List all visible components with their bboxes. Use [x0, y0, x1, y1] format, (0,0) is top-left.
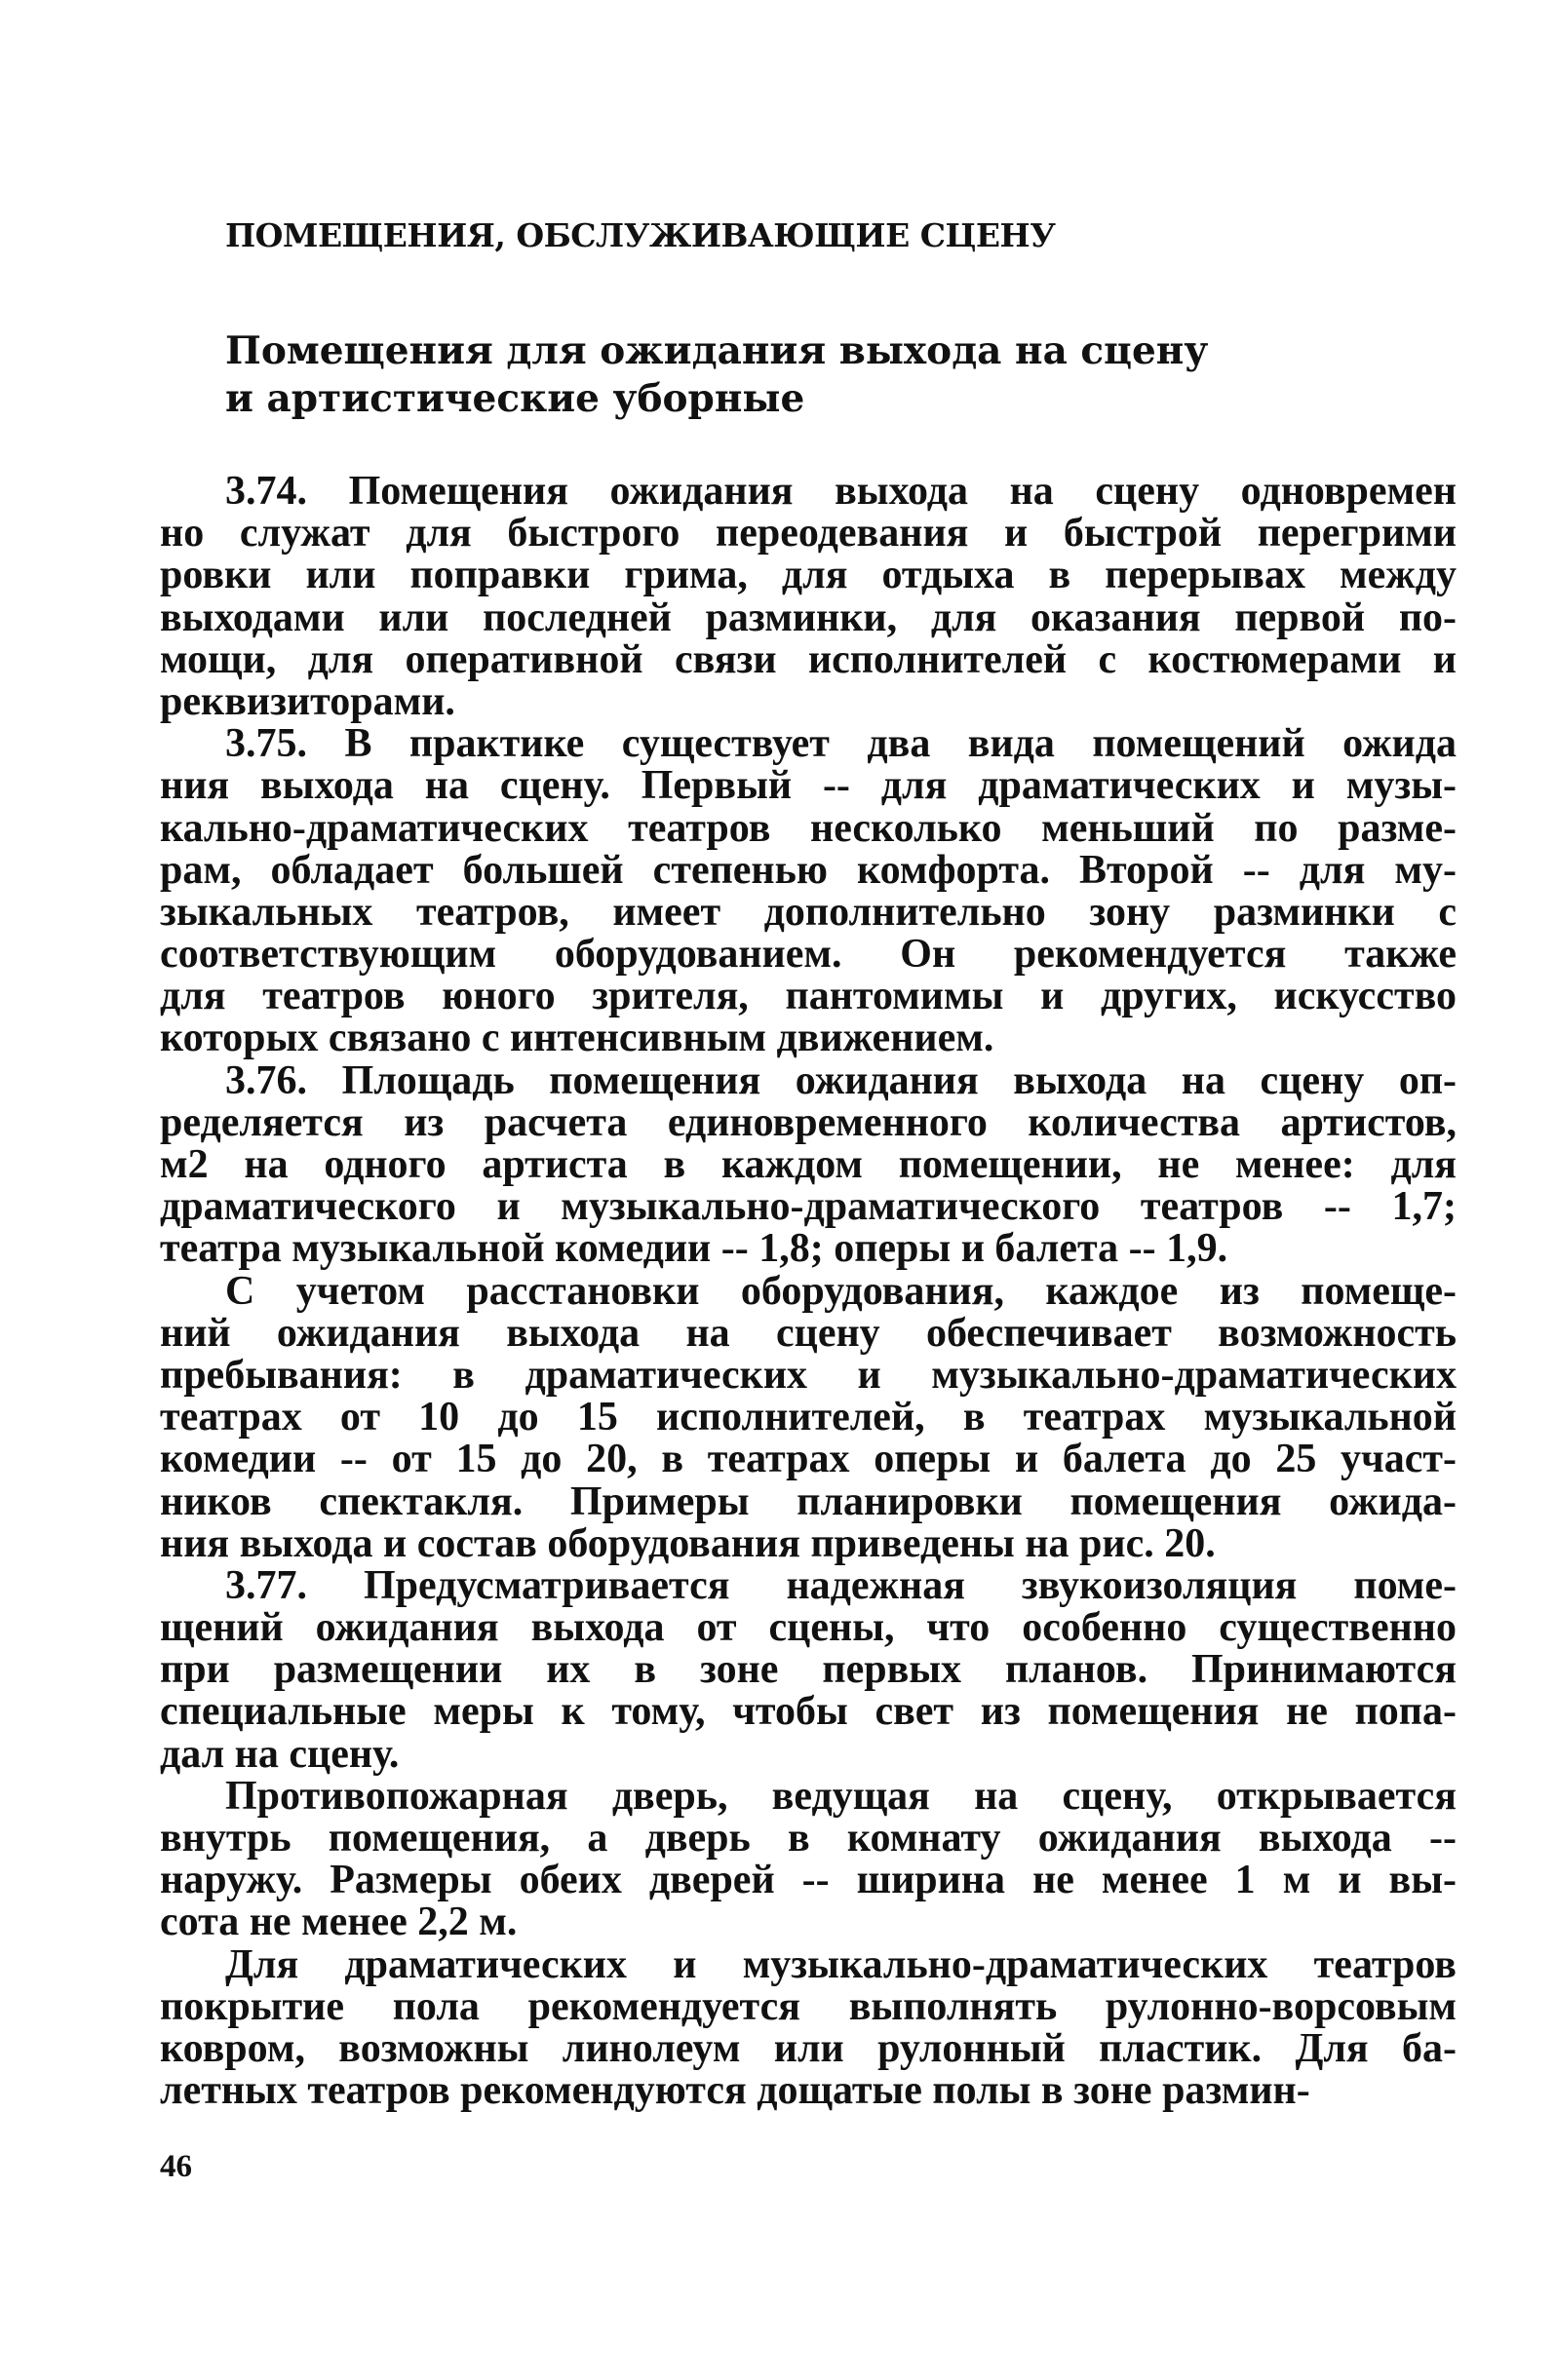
text-line: зыкальных театров, имеет дополнительно зону разминки с	[160, 889, 1457, 935]
text-line: ния выхода и состав оборудования приведены на рис. 20.	[160, 1520, 1216, 1566]
paragraph	[160, 1562, 1457, 1777]
text-line: покрытие пола рекомендуется выполнять рулонно-ворсовым	[160, 1983, 1457, 2029]
paragraph	[160, 1268, 1457, 1566]
text-line: пребывания: в драматических и музыкально-драматических	[160, 1352, 1457, 1398]
text-line: 3.76. Площадь помещения ожидания выхода на сцену оп-	[225, 1057, 1457, 1103]
text-line: сота не менее 2,2 м.	[160, 1900, 518, 1945]
text-line: комедии -- от 15 до 20, в театрах оперы и балета до 25 участ-	[160, 1437, 1457, 1482]
text-line: кально-драматических театров несколько меньший по разме-	[160, 805, 1457, 851]
text-line: которых связано с интенсивным движением.	[160, 1016, 994, 1061]
text-line: ределяется из расчета единовременного количества артистов,	[160, 1099, 1457, 1145]
paragraph	[160, 723, 1457, 1060]
paragraph	[160, 1057, 1457, 1272]
text-line: 3.75. В практике существует два вида помещений ожида	[225, 721, 1457, 767]
text-line: театрах от 10 до 15 исполнителей, в театрах музыкальной	[160, 1395, 1457, 1440]
text-line: мощи, для оперативной связи исполнителей с костюмерами и	[160, 636, 1457, 682]
text-line: 3.77. Предусматривается надежная звукоизоляция поме-	[225, 1562, 1457, 1608]
text-line: специальные меры к тому, чтобы свет из помещения не попа-	[160, 1689, 1457, 1735]
text-line: для театров юного зрителя, пантомимы и других, искусство	[160, 974, 1457, 1019]
subheading	[225, 327, 1395, 423]
text-line: рам, обладает большей степенью комфорта. Второй -- для му-	[160, 847, 1457, 893]
text-line: дал на сцену.	[160, 1731, 400, 1777]
paragraph	[160, 1941, 1457, 2114]
page-number: 46	[160, 2149, 192, 2184]
text-line: выходами или последней разминки, для оказания первой по-	[160, 595, 1457, 640]
text-line: ния выхода на сцену. Первый -- для драматических и музы-	[160, 763, 1457, 809]
paragraph	[160, 471, 1457, 723]
text-line: ний ожидания выхода на сцену обеспечивает возможность	[160, 1310, 1457, 1356]
text-line: ников спектакля. Примеры планировки помещения ожида-	[160, 1478, 1457, 1524]
text-line: С учетом расстановки оборудования, каждое из помеще-	[225, 1268, 1457, 1314]
text-line: м2 на одного артиста в каждом помещении, не менее: для	[160, 1142, 1457, 1187]
text-line: при размещении их в зоне первых планов. Принимаются	[160, 1647, 1457, 1693]
text-line: но служат для быстрого переодевания и быстрой перегрими	[160, 511, 1457, 557]
text-line: ковром, возможны линолеум или рулонный пластик. Для ба-	[160, 2025, 1457, 2071]
text-line: ровки или поправки грима, для отдыха в перерывах между	[160, 553, 1457, 598]
text-line: 3.74. Помещения ожидания выхода на сцену одновремен	[225, 469, 1457, 514]
text-line: щений ожидания выхода от сцены, что особенно существенно	[160, 1605, 1457, 1651]
text-line: наружу. Размеры обеих дверей -- ширина не менее 1 м и вы-	[160, 1858, 1457, 1903]
text-line: летных театров рекомендуются дощатые полы в зоне размин-	[160, 2068, 1310, 2114]
body-text	[160, 471, 1457, 2112]
text-line: Противопожарная дверь, ведущая на сцену, открывается	[225, 1773, 1457, 1819]
text-line: театра музыкальной комедии -- 1,8; оперы и балета -- 1,9.	[160, 1226, 1228, 1272]
text-line: соответствующим оборудованием. Он рекомендуется также	[160, 932, 1457, 978]
paragraph	[160, 1773, 1457, 1945]
text-line: драматического и музыкально-драматического театров -- 1,7;	[160, 1184, 1457, 1230]
text-line: Для драматических и музыкально-драматических театров	[225, 1941, 1457, 1987]
subheading-line: Помещения для ожидания выхода на сцену	[225, 328, 1209, 373]
subheading-line: и артистические уборные	[225, 376, 805, 421]
text-line: внутрь помещения, а дверь в комнату ожидания выхода --	[160, 1816, 1457, 1861]
text-line: реквизиторами.	[160, 678, 455, 724]
section-heading: ПОМЕЩЕНИЯ, ОБСЛУЖИВАЮЩИЕ СЦЕНУ	[225, 216, 1056, 254]
